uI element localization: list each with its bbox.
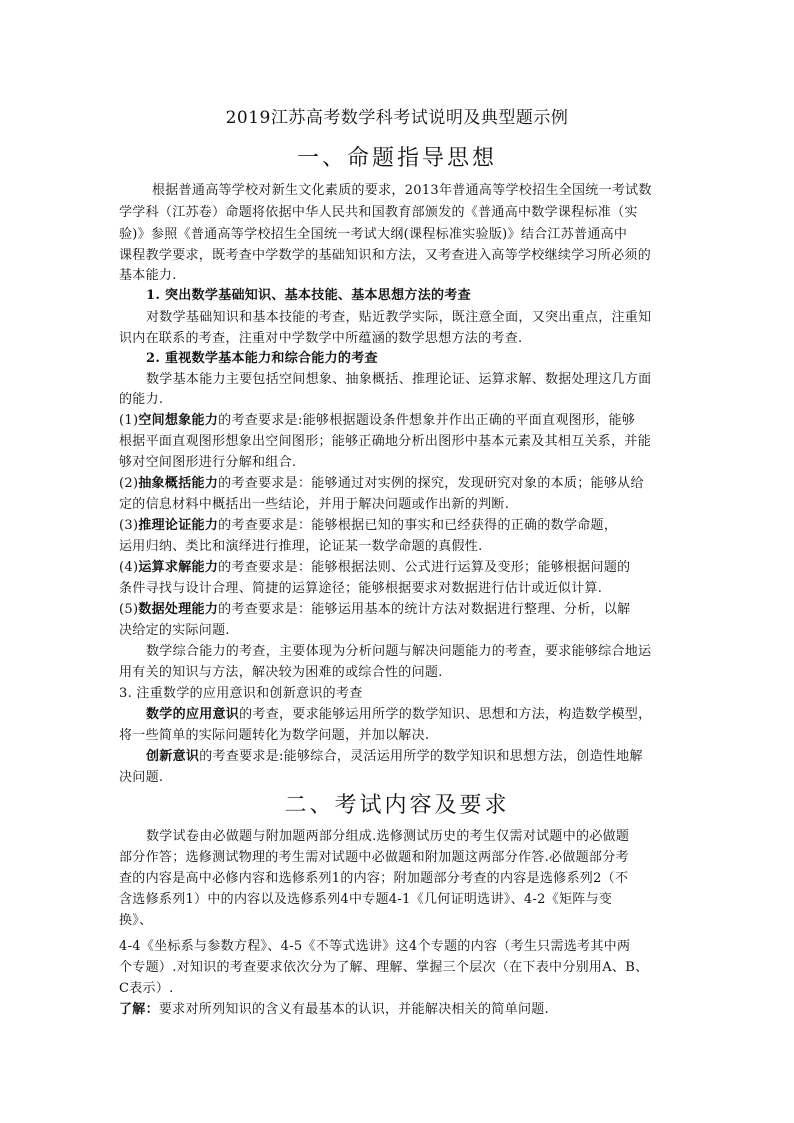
understand-definition	[119, 1001, 549, 1019]
intro-line-5: 基本能力.	[119, 268, 177, 283]
ability3-line-1	[119, 517, 617, 535]
ability2-num: (2)	[119, 476, 139, 491]
innovation-line-1	[146, 748, 643, 766]
ability4-rest: 的考查要求是：能够根据法则、公式进行运算及变形；能够根据问题的	[218, 560, 631, 575]
ability4-name: 运算求解能力	[138, 560, 219, 575]
innovation-line-2: 决问题.	[119, 770, 164, 785]
composite-line-2: 用有关的知识与方法，解决较为困难的或综合性的问题.	[119, 665, 443, 680]
point2-line-2: 的能力.	[119, 392, 164, 407]
application-rest: 的考查，要求能够运用所学的数学知识、思想和方法，构造数学模型，	[239, 707, 652, 722]
ability3-num: (3)	[119, 518, 139, 533]
ability3-rest: 的考查要求是：能够根据已知的事实和已经获得的正确的数学命题，	[218, 518, 618, 533]
ability3-line-2: 运用归纳、类比和演绎进行推理，论证某一数学命题的真假性.	[119, 539, 483, 554]
ability5-rest: 的考查要求是：能够运用基本的统计方法对数据进行整理、分析，以解	[218, 602, 631, 617]
ability4-num: (4)	[119, 560, 139, 575]
s2-para1-line-3: 查的内容是高中必修内容和选修系列1的内容；附加题部分考查的内容是选修系列2（不	[119, 871, 629, 886]
section2-heading: 二、考试内容及要求	[284, 793, 510, 818]
document-title: 2019江苏高考数学科考试说明及典型题示例	[225, 108, 569, 128]
intro-line-1: 根据普通高等学校对新生文化素质的要求，2013年普通高等学校招生全国统一考试数	[152, 183, 652, 198]
s2-para1-line-4: 含选修系列1）中的内容以及选修系列4中专题4-1《几何证明选讲》、4-2《矩阵与变	[119, 892, 613, 907]
ability2-line-2: 定的信息材料中概括出一些结论，并用于解决问题或作出新的判断.	[119, 497, 510, 512]
s2-para1-line-1: 数学试卷由必做题与附加题两部分组成.选修测试历史的考生仅需对试题中的必做题	[146, 829, 630, 844]
ability5-line-2: 决给定的实际问题.	[119, 623, 230, 638]
innovation-name: 创新意识	[146, 749, 200, 764]
ability1-line-1	[119, 412, 635, 430]
s2-para2-line-3: C表示）.	[119, 981, 174, 996]
understand-term: 了解：	[119, 1002, 159, 1017]
intro-line-4: 课程教学要求，既考查中学数学的基础知识和方法，又考查进入高等学校继续学习所必须的	[119, 248, 652, 263]
application-line-2: 将一些简单的实际问题转化为数学问题，并加以解决.	[119, 728, 430, 743]
ability1-name: 空间想象能力	[138, 413, 219, 428]
intro-line-3: 验)》参照《普通高等学校招生全国统一考试大纲(课程标准实验版)》结合江苏普通高中	[119, 227, 628, 242]
ability2-name: 抽象概括能力	[138, 476, 219, 491]
ability5-num: (5)	[119, 602, 139, 617]
s2-para1-line-5: 换》、	[119, 913, 153, 928]
ability1-num: (1)	[119, 413, 139, 428]
s2-para2-line-2: 个专题）.对知识的考查要求依次分为了解、理解、掌握三个层次（在下表中分别用A、B、	[119, 960, 649, 975]
ability5-name: 数据处理能力	[138, 602, 219, 617]
s2-para1-line-2: 部分作答；选修测试物理的考生需对试题中必做题和附加题这两部分作答.必做题部分考	[119, 850, 629, 865]
ability4-line-2: 条件寻找与设计合理、简捷的运算途径；能够根据要求对数据进行估计或近似计算.	[119, 581, 603, 596]
ability1-rest: 的考查要求是:能够根据题设条件想象并作出正确的平面直观图形，能够	[218, 413, 636, 428]
point3-title: 3. 注重数学的应用意识和创新意识的考查	[119, 686, 363, 701]
ability4-line-1	[119, 559, 630, 577]
application-line-1	[146, 706, 651, 724]
application-name: 数学的应用意识	[146, 707, 240, 722]
understand-rest: 要求对所列知识的含义有最基本的认识，并能解决相关的简单问题.	[158, 1002, 550, 1017]
section1-heading: 一、命题指导思想	[296, 146, 497, 171]
composite-line-1: 数学综合能力的考查，主要体现为分析问题与解决问题能力的考查，要求能够综合地运	[146, 644, 652, 659]
ability3-name: 推理论证能力	[138, 518, 219, 533]
point1-line-1: 对数学基础知识和基本技能的考查，贴近教学实际，既注意全面，又突出重点，注重知	[146, 310, 652, 325]
point1-line-2: 识内在联系的考查，注重对中学数学中所蕴涵的数学思想方法的考查.	[119, 331, 523, 346]
ability1-line-2: 根据平面直观图形想象出空间图形；能够正确地分析出图形中基本元素及其相互关系，并能	[119, 434, 652, 449]
ability2-rest: 的考查要求是：能够通过对实例的探究，发现研究对象的本质；能够从给	[218, 476, 644, 491]
point1-title: 1. 突出数学基础知识、基本技能、基本思想方法的考查	[146, 288, 471, 303]
ability1-line-3: 够对空间图形进行分解和组合.	[119, 455, 297, 470]
s2-para2-line-1: 4-4《坐标系与参数方程》、4-5《不等式选讲》这4个专题的内容（考生只需选考其中两	[119, 939, 631, 954]
intro-line-2: 学学科（江苏卷）命题将依据中华人民共和国教育部颁发的《普通高中数学课程标准（实	[119, 205, 638, 220]
innovation-rest: 的考查要求是:能够综合，灵活运用所学的数学知识和思想方法，创造性地解	[199, 749, 643, 764]
ability5-line-1	[119, 601, 630, 619]
point2-title: 2. 重视数学基本能力和综合能力的考查	[146, 351, 378, 366]
ability2-line-1	[119, 475, 644, 493]
point2-line-1: 数学基本能力主要包括空间想象、抽象概括、推理论证、运算求解、数据处理这几方面	[146, 372, 652, 387]
